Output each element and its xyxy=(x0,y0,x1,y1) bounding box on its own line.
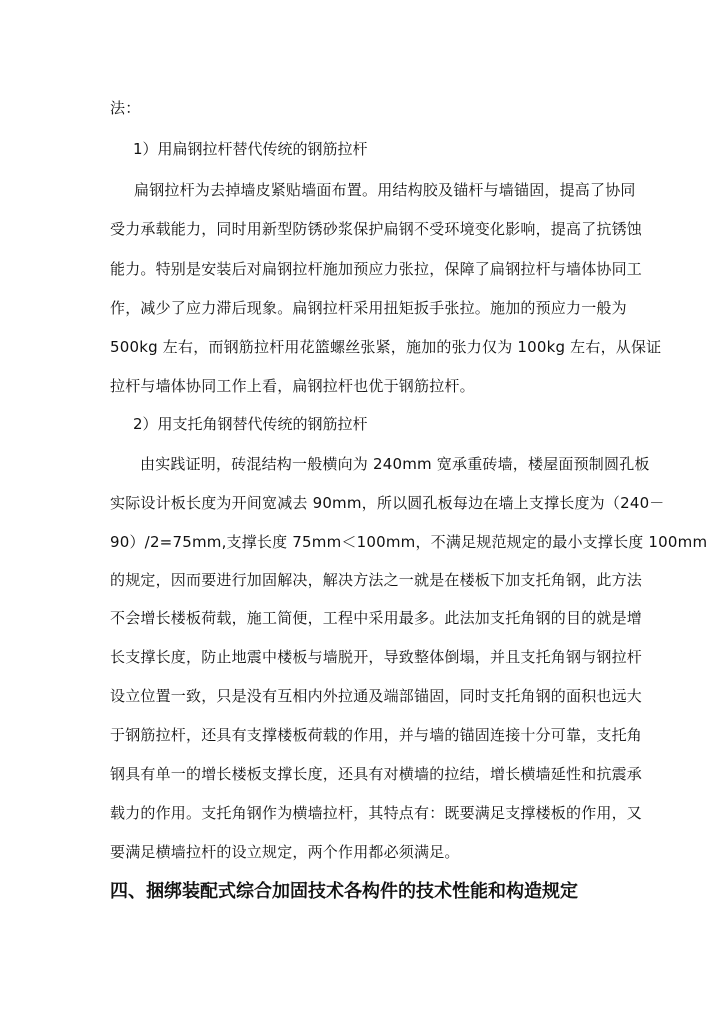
paragraph-line: 设立位置一致，只是没有互相内外拉通及端部锚固，同时支托角钢的面积也远大 xyxy=(110,687,643,705)
paragraph-line: 作，减少了应力滞后现象。扁钢拉杆采用扭矩扳手张拉。施加的预应力一般为 xyxy=(110,299,627,317)
paragraph-line: 长支撑长度，防止地震中楼板与墙脱开，导致整体倒塌，并且支托角钢与钢拉杆 xyxy=(110,648,643,666)
section-heading: 四、捆绑装配式综合加固技术各构件的技术性能和构造规定 xyxy=(110,881,578,902)
paragraph-line: 拉杆与墙体协同工作上看，扁钢拉杆也优于钢筋拉杆。 xyxy=(110,377,475,395)
lead-text: 法： xyxy=(110,99,141,117)
paragraph-line: 受力承载能力，同时用新型防锈砂浆保护扁钢不受环境变化影响，提高了抗锈蚀 xyxy=(110,220,643,238)
paragraph-line: 要满足横墙拉杆的设立规定，两个作用都必须满足。 xyxy=(110,843,460,861)
paragraph-line: 的规定，因而要进行加固解决，解决方法之一就是在楼板下加支托角钢，此方法 xyxy=(110,571,643,589)
paragraph-line: 不会增长楼板荷载，施工简便，工程中采用最多。此法加支托角钢的目的就是增 xyxy=(110,609,643,627)
subsection-heading-1: 1）用扁钢拉杆替代传统的钢筋拉杆 xyxy=(133,140,368,158)
paragraph-line: 于钢筋拉杆，还具有支撑楼板荷载的作用，并与墙的锚固连接十分可靠，支托角 xyxy=(110,726,643,744)
paragraph-line: 由实践证明，砖混结构一般横向为 240mm 宽承重砖墙，楼屋面预制圆孔板 xyxy=(140,455,650,473)
paragraph-line: 90）/2=75mm,支撑长度 75mm＜100mm，不满足规范规定的最小支撑长度 100mm xyxy=(110,533,708,551)
paragraph-line: 扁钢拉杆为去掉墙皮紧贴墙面布置。用结构胶及锚杆与墙锚固，提高了协同 xyxy=(134,181,636,199)
subsection-heading-2: 2）用支托角钢替代传统的钢筋拉杆 xyxy=(133,415,368,433)
paragraph-line: 500kg 左右，而钢筋拉杆用花篮螺丝张紧，施加的张力仅为 100kg 左右，从保证 xyxy=(110,338,662,356)
paragraph-line: 能力。特别是安装后对扁钢拉杆施加预应力张拉，保障了扁钢拉杆与墙体协同工 xyxy=(110,260,643,278)
paragraph-line: 载力的作用。支托角钢作为横墙拉杆，其特点有：既要满足支撑楼板的作用，又 xyxy=(110,804,643,822)
paragraph-line: 实际设计板长度为开间宽减去 90mm，所以圆孔板每边在墙上支撑长度为（240－ xyxy=(110,494,665,512)
paragraph-line: 钢具有单一的增长楼板支撑长度，还具有对横墙的拉结，增长横墙延性和抗震承 xyxy=(110,765,643,783)
